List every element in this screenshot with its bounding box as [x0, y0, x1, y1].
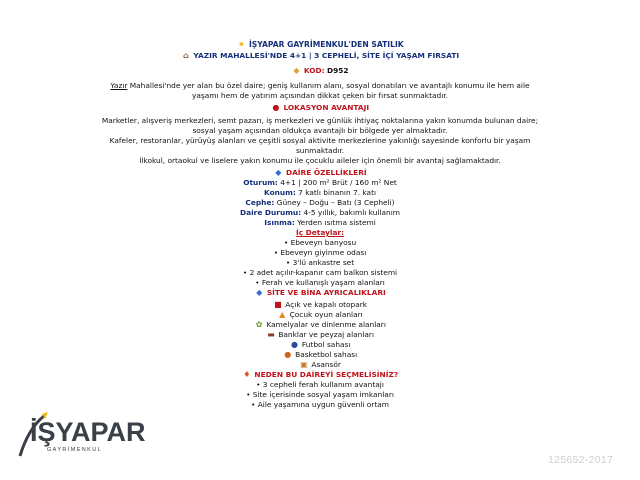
feature-row: Daire Durumu: 4-5 yıllık, bakımlı kullanım [240, 208, 400, 217]
location-heading: LOKASYON AVANTAJI [283, 103, 370, 112]
feature-row: Konum: 7 katlı binanın 7. katı [263, 188, 377, 197]
playground-icon: ▲ [279, 310, 286, 319]
interior-item: • 2 adet açılır-kapanır cam balkon sistemi [242, 268, 398, 277]
interior-item: • Ebeveyn giyinme odası [273, 248, 367, 257]
listing-subtitle: YAZIR MAHALLESİ'NDE 4+1 | 3 CEPHELİ, SİTE İÇİ YAŞAM FIRSATI [193, 51, 460, 60]
amenity-item: ● Basketbol sahası [284, 350, 358, 359]
feature-row: Cephe: Güney – Doğu – Batı (3 Cepheli) [245, 198, 395, 207]
bench-icon: ▬ [267, 330, 275, 339]
diamond-icon: ◆ [256, 288, 263, 297]
logo-subtitle: GAYRİMENKUL [47, 447, 103, 453]
car-icon: ■ [274, 300, 282, 309]
location-paragraph: Marketler, alışveriş merkezleri, semt pazarı, iş merkezleri ve günlük ihtiyaç noktalarına yakın konumda bulunan daire; sosyal yaşam açısından oldukça avantajlı bir bölgede yer almaktadır. [101, 116, 539, 135]
intro-highlight: Yazır [110, 81, 128, 90]
interior-item: • 3'lü ankastre set [285, 258, 355, 267]
features-heading-line [100, 168, 540, 178]
intro-text: Mahallesi'nde yer alan bu özel daire; geniş kullanım alanı, sosyal donatıları ve avantajlı konumu ile hem aile yaşamı hem de yatırım açısından dikkat çeken bir fırsat sunmaktadır. [127, 81, 530, 100]
house-icon: ⌂ [182, 51, 189, 60]
location-pin-icon: ● [272, 103, 280, 112]
features-heading: DAİRE ÖZELLİKLERİ [285, 168, 367, 177]
amenity-item: ■ Açık ve kapalı otopark [274, 300, 368, 309]
elevator-icon: ▣ [300, 360, 308, 369]
why-item: • Aile yaşamına uygun güvenli ortam [251, 400, 389, 409]
why-heading: NEDEN BU DAİREYİ SEÇMELİSİNİZ? [254, 370, 399, 379]
plant-icon: ✿ [255, 320, 263, 329]
interior-heading: İç Detaylar: [295, 228, 345, 237]
interior-item: • Ebeveyn banyosu [283, 238, 357, 247]
amenity-item: ▣ Asansör [300, 360, 341, 369]
listing-code-line [100, 66, 540, 76]
location-paragraph: İlkokul, ortaokul ve liselere yakın konumu ile çocuklu aileler için önemli bir avantaj sağlamaktadır. [139, 156, 501, 165]
label-tag-icon: ◆ [293, 66, 300, 75]
feature-row: Oturum: 4+1 | 200 m² Brüt / 160 m² Net [243, 178, 397, 187]
why-item: • 3 cepheli ferah kullanım avantajı [256, 380, 384, 389]
amenities-heading: SİTE VE BİNA AYRICALIKLARI [266, 288, 386, 297]
company-logo [12, 414, 146, 464]
code-label: KOD: [303, 66, 325, 75]
code-value: D952 [326, 66, 349, 75]
dizzy-star-icon: ✷ [237, 40, 245, 49]
soccer-ball-icon: ● [291, 340, 299, 349]
amenity-item: ✿ Kamelyalar ve dinlenme alanları [255, 320, 386, 329]
amenity-item: ▬ Banklar ve peyzaj alanları [267, 330, 375, 339]
listing-number: 125652-2017 [548, 454, 614, 466]
why-item: • Site içerisinde sosyal yaşam imkanları [246, 390, 394, 399]
amenities-heading-line [100, 288, 540, 298]
intro-paragraph [100, 81, 540, 101]
amenity-item: ● Futbol sahası [291, 340, 351, 349]
feature-row: Isınma: Yerden ısıtma sistemi [264, 218, 376, 227]
agency-title-line [100, 40, 540, 50]
listing-description [100, 40, 540, 410]
basketball-icon: ● [284, 350, 292, 359]
why-heading-line [100, 370, 540, 380]
interior-item: • Ferah ve kullanışlı yaşam alanları [255, 278, 385, 287]
logo-name: İŞYAPAR [30, 417, 146, 447]
location-heading-line [100, 103, 540, 113]
fire-icon: ♦ [243, 370, 251, 379]
diamond-icon: ◆ [275, 168, 282, 177]
listing-subtitle-line [100, 51, 540, 61]
location-paragraph: Kafeler, restoranlar, yürüyüş alanları ve çeşitli sosyal aktivite merkezlerine yakınlığı sayesinde konforlu bir yaşam sunmaktadır. [109, 136, 531, 155]
agency-title: İŞYAPAR GAYRİMENKUL'DEN SATILIK [248, 40, 404, 49]
amenity-item: ▲ Çocuk oyun alanları [279, 310, 363, 319]
